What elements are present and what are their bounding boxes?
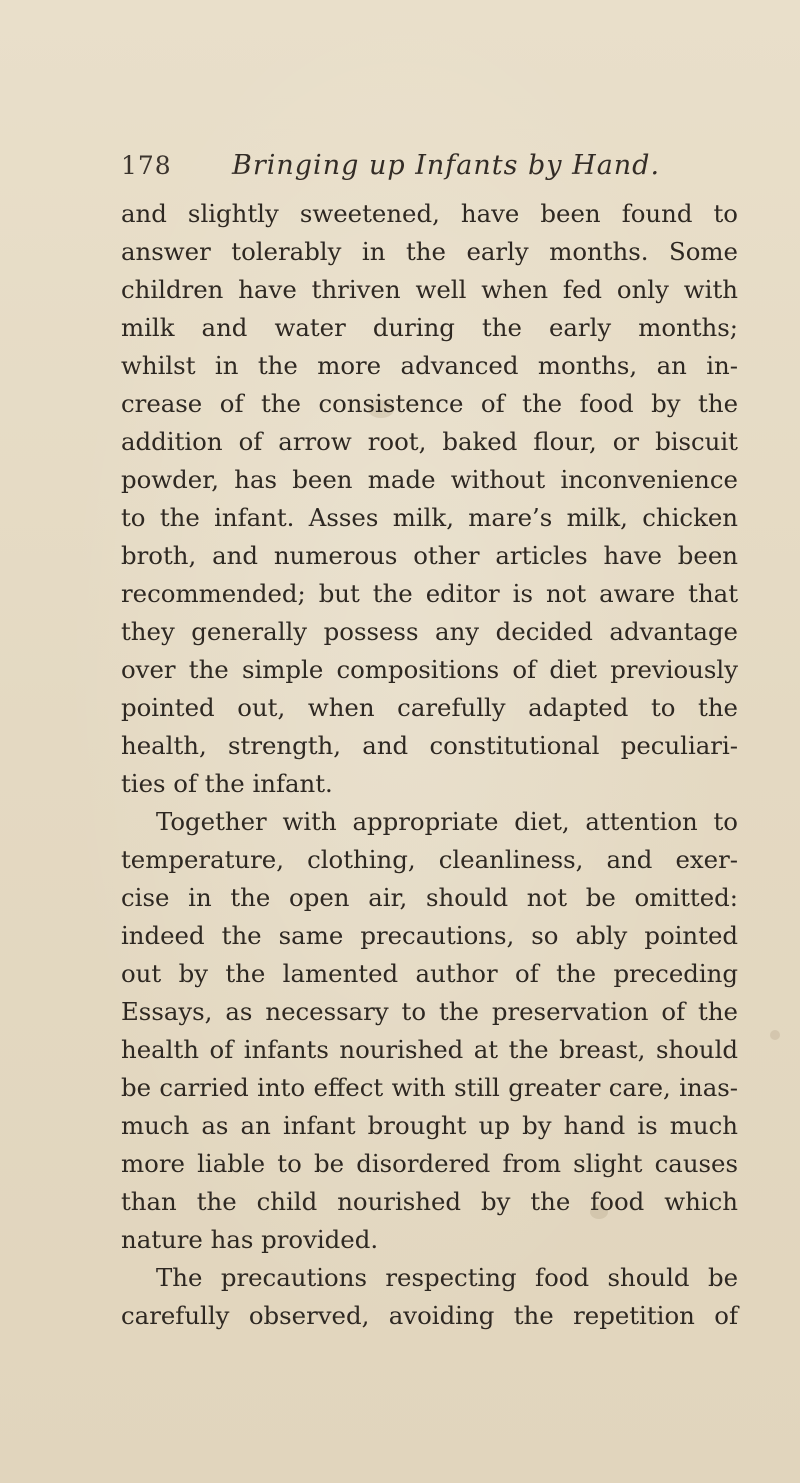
text-line: indeed the same precautions, so ably pointed <box>121 921 738 950</box>
text-line: pointed out, when carefully adapted to the <box>121 693 738 722</box>
text-line: health of infants nourished at the breast, should <box>121 1035 738 1064</box>
text-line: children have thriven well when fed only with <box>121 275 738 304</box>
text-line: recommended; but the editor is not aware that <box>121 579 738 608</box>
text-line: and slightly sweetened, have been found to <box>121 199 738 228</box>
text-line: out by the lamented author of the preceding <box>121 959 738 988</box>
text-line: cise in the open air, should not be omitted: <box>121 883 738 912</box>
text-line: Essays, as necessary to the preservation of the <box>121 997 738 1026</box>
running-title: Bringing up Infants by Hand. <box>232 150 661 181</box>
text-line: broth, and numerous other articles have been <box>121 541 738 570</box>
text-line: much as an infant brought up by hand is much <box>121 1111 738 1140</box>
text-line: answer tolerably in the early months. Some <box>121 237 738 266</box>
text-line: The precautions respecting food should be <box>156 1263 738 1292</box>
text-line: be carried into effect with still greater care, inas- <box>121 1073 738 1102</box>
text-line: crease of the consistence of the food by the <box>121 389 738 418</box>
text-line: health, strength, and constitutional peculiari- <box>121 731 738 760</box>
text-line: than the child nourished by the food which <box>121 1187 738 1216</box>
text-line: carefully observed, avoiding the repetition of <box>121 1301 738 1330</box>
text-line: whilst in the more advanced months, an in- <box>121 351 738 380</box>
text-line: addition of arrow root, baked flour, or biscuit <box>121 427 738 456</box>
text-line: powder, has been made without inconvenience <box>121 465 738 494</box>
page-header <box>121 150 761 190</box>
page-number: 178 <box>121 151 172 180</box>
text-line: Together with appropriate diet, attention to <box>156 807 738 836</box>
text-line: milk and water during the early months; <box>121 313 738 342</box>
paper-stain <box>770 1030 780 1040</box>
text-line: nature has provided. <box>121 1225 379 1254</box>
text-line: to the infant. Asses milk, mare’s milk, chicken <box>121 503 738 532</box>
text-line: ties of the infant. <box>121 769 333 798</box>
text-line: they generally possess any decided advantage <box>121 617 738 646</box>
text-line: temperature, clothing, cleanliness, and exer- <box>121 845 738 874</box>
text-line: more liable to be disordered from slight causes <box>121 1149 738 1178</box>
text-line: over the simple compositions of diet previously <box>121 655 738 684</box>
